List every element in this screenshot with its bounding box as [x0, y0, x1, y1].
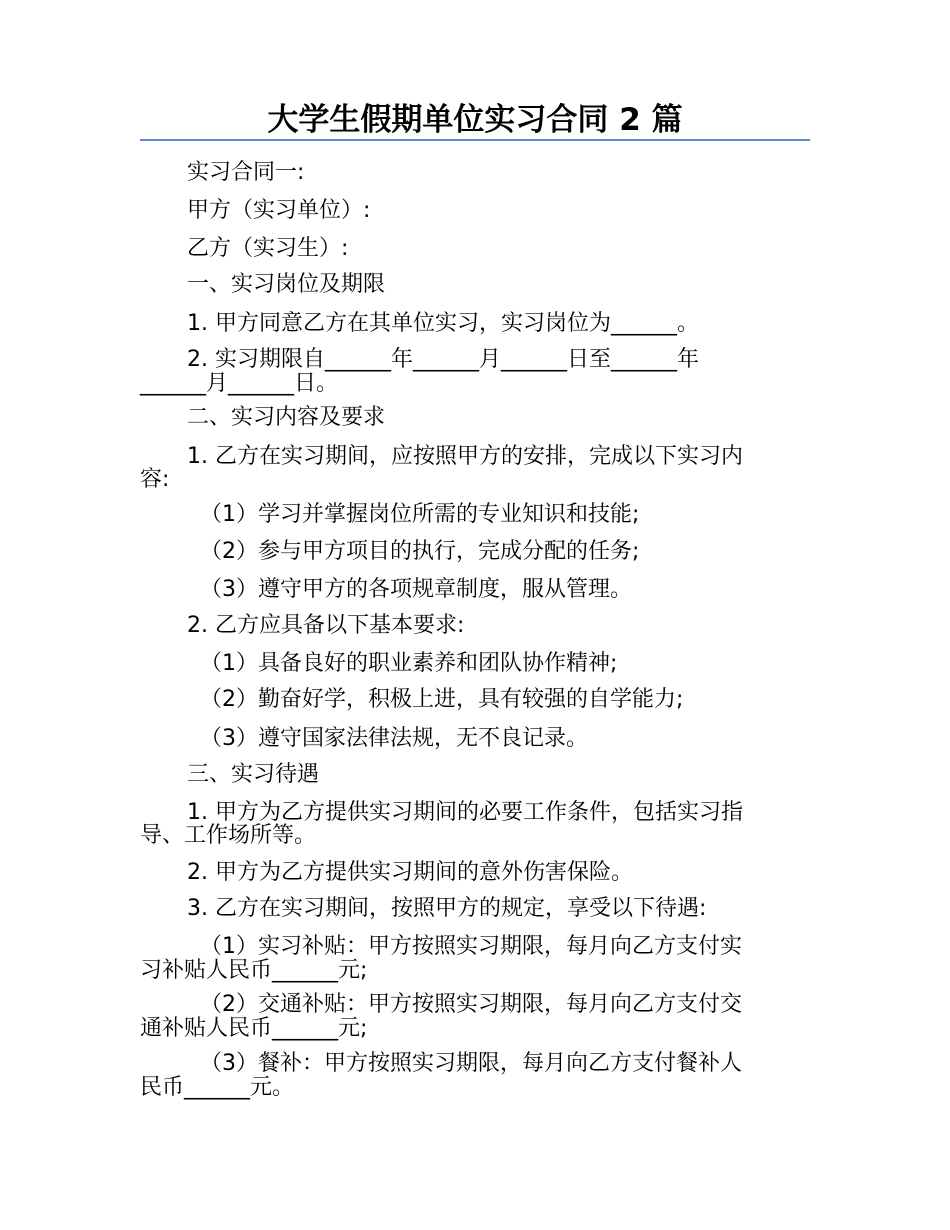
clause-2-1-item3: （3）遵守甲方的各项规章制度，服从管理。 [200, 577, 632, 602]
clause-1-2-line1: 2. 实习期限自______年______月______日至______年 [187, 347, 699, 372]
clause-2-1-line2: 容: [140, 467, 170, 492]
clause-3-3-item1-line2: 习补贴人民币______元; [140, 958, 368, 983]
title-underline [140, 139, 810, 141]
clause-2-2-item3: （3）遵守国家法律法规，无不良记录。 [200, 726, 588, 751]
party-b-line: 乙方（实习生）: [187, 236, 349, 261]
section-heading-2: 二、实习内容及要求 [187, 405, 386, 430]
clause-3-3-item3-line2: 民币______元。 [140, 1075, 295, 1100]
section-heading-1: 一、实习岗位及期限 [187, 272, 386, 297]
clause-2-2-item1: （1）具备良好的职业素养和团队协作精神; [200, 651, 618, 676]
clause-2-2-item2: （2）勤奋好学，积极上进，具有较强的自学能力; [200, 687, 684, 712]
clause-3-3-item2-line2: 通补贴人民币______元; [140, 1016, 368, 1041]
contract-heading: 实习合同一: [187, 160, 305, 185]
clause-1-1: 1. 甲方同意乙方在其单位实习，实习岗位为______。 [187, 311, 699, 336]
clause-2-1-item1: （1）学习并掌握岗位所需的专业知识和技能; [200, 502, 640, 527]
document-title: 大学生假期单位实习合同 2 篇 [267, 102, 683, 138]
clause-3-2: 2. 甲方为乙方提供实习期间的意外伤害保险。 [187, 860, 633, 885]
clause-2-1-line1: 1. 乙方在实习期间，应按照甲方的安排，完成以下实习内 [187, 444, 743, 469]
clause-3-3-item2-line1: （2）交通补贴：甲方按照实习期限，每月向乙方支付交 [200, 992, 742, 1017]
clause-3-3-item3-line1: （3）餐补：甲方按照实习期限，每月向乙方支付餐补人 [200, 1051, 742, 1076]
clause-3-3-item1-line1: （1）实习补贴：甲方按照实习期限，每月向乙方支付实 [200, 934, 742, 959]
clause-1-2-line2: ______月______日。 [140, 371, 339, 396]
party-a-line: 甲方（实习单位）: [187, 198, 371, 223]
clause-3-1-line1: 1. 甲方为乙方提供实习期间的必要工作条件，包括实习指 [187, 800, 743, 825]
clause-3-3: 3. 乙方在实习期间，按照甲方的规定，享受以下待遇: [187, 896, 707, 921]
clause-2-2: 2. 乙方应具备以下基本要求: [187, 613, 465, 638]
clause-2-1-item2: （2）参与甲方项目的执行，完成分配的任务; [200, 539, 640, 564]
clause-3-1-line2: 导、工作场所等。 [140, 823, 317, 848]
section-heading-3: 三、实习待遇 [187, 762, 320, 787]
